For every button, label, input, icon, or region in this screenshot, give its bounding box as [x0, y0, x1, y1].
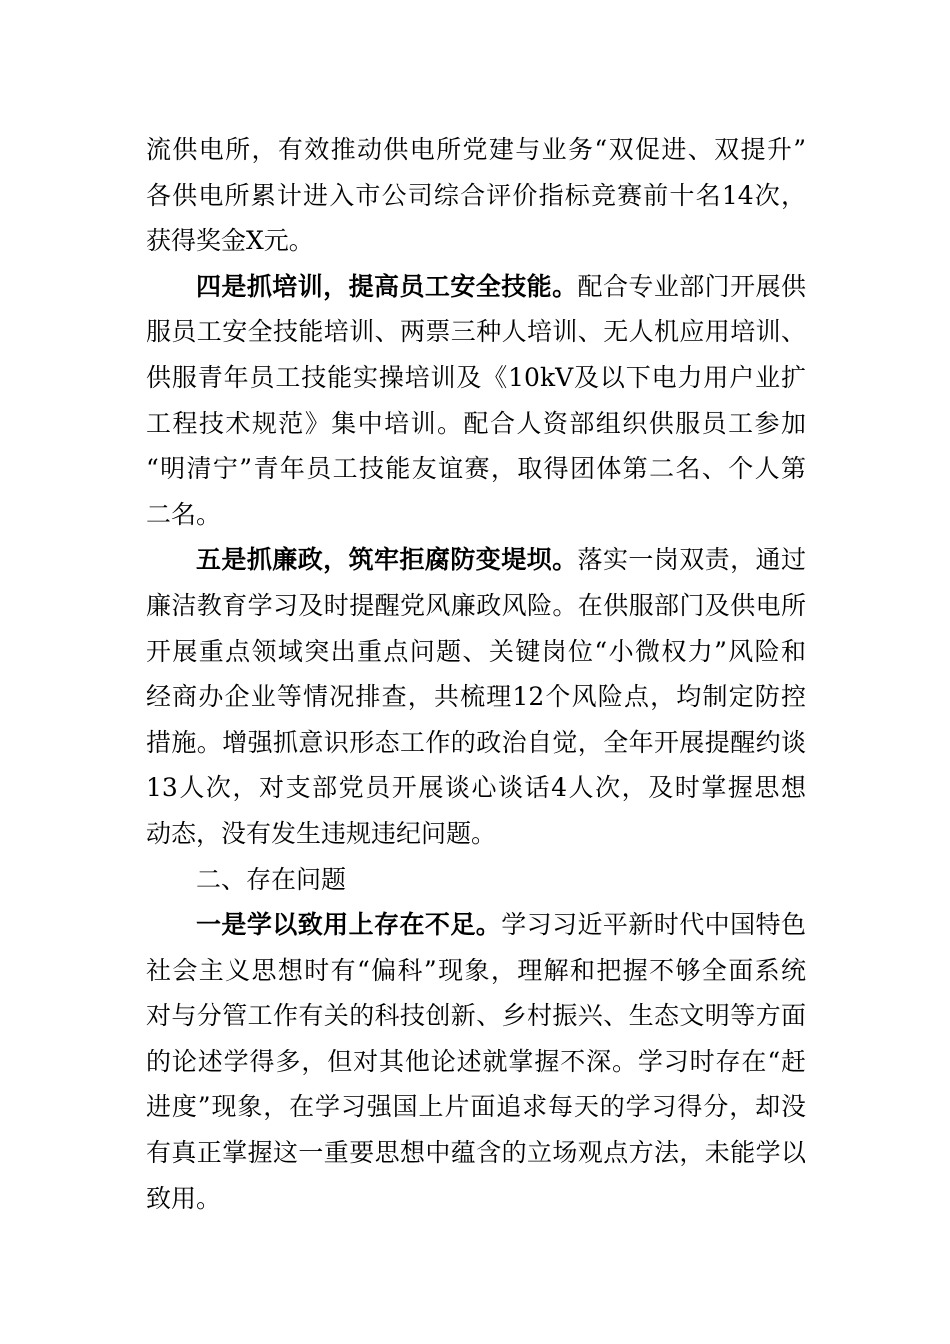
- text-line: [146, 537, 806, 583]
- text-line: 动态，没有发生违规违纪问题。: [146, 818, 497, 848]
- paragraph-text: 学习习近平新时代中国特色: [501, 910, 806, 940]
- text-line: 13人次，对支部党员开展谈心谈话4人次，及时掌握思想: [146, 773, 806, 803]
- text-line: 二名。: [146, 499, 222, 529]
- paragraph-integrity: [146, 537, 806, 856]
- text-line: 对与分管工作有关的科技创新、乡村振兴、生态文明等方面: [146, 1001, 806, 1031]
- text-line: [146, 902, 806, 948]
- text-line: 有真正掌握这一重要思想中蕴含的立场观点方法，未能学以: [146, 1138, 806, 1168]
- paragraph-text: 配合专业部门开展供: [577, 271, 806, 301]
- section-heading: [146, 857, 806, 903]
- text-line: 开展重点领域突出重点问题、关键岗位“小微权力”风险和: [146, 636, 806, 666]
- paragraph-text: 落实一岗双责，通过: [577, 545, 806, 575]
- paragraph-application: [146, 902, 806, 1221]
- text-line: 经商办企业等情况排查，共梳理12个风险点，均制定防控: [146, 682, 806, 712]
- text-line: “明清宁”青年员工技能友谊赛，取得团体第二名、个人第: [146, 454, 806, 484]
- text-line: 社会主义思想时有“偏科”现象，理解和把握不够全面系统: [146, 955, 806, 985]
- document-body: [146, 127, 806, 1221]
- paragraph-continuation: [146, 127, 806, 264]
- paragraph-lead: 一是学以致用上存在不足。: [196, 910, 502, 940]
- text-line: 致用。: [146, 1183, 222, 1213]
- paragraph-lead: 四是抓培训，提高员工安全技能。: [196, 271, 578, 301]
- text-line: [146, 264, 806, 310]
- text-line: 流供电所，有效推动供电所党建与业务“双促进、双提升”: [146, 135, 806, 164]
- text-line: 服员工安全技能培训、两票三种人培训、无人机应用培训、: [146, 317, 806, 347]
- text-line: 供服青年员工技能实操培训及《10kV及以下电力用户业扩: [146, 362, 806, 392]
- paragraph-training: [146, 264, 806, 538]
- text-line: 各供电所累计进入市公司综合评价指标竞赛前十名14次，: [146, 180, 806, 210]
- section-heading-text: 二、存在问题: [196, 864, 347, 894]
- text-line: 廉洁教育学习及时提醒党风廉政风险。在供服部门及供电所: [146, 590, 806, 620]
- text-line: 措施。增强抓意识形态工作的政治自觉，全年开展提醒约谈: [146, 727, 806, 757]
- text-line: 工程技术规范》集中培训。配合人资部组织供服员工参加: [146, 408, 806, 438]
- text-line: 获得奖金X元。: [146, 226, 314, 256]
- text-line: 进度”现象，在学习强国上片面追求每天的学习得分，却没: [146, 1092, 806, 1122]
- paragraph-lead: 五是抓廉政，筑牢拒腐防变堤坝。: [196, 545, 578, 575]
- text-line: 的论述学得多，但对其他论述就掌握不深。学习时存在“赶: [146, 1046, 806, 1076]
